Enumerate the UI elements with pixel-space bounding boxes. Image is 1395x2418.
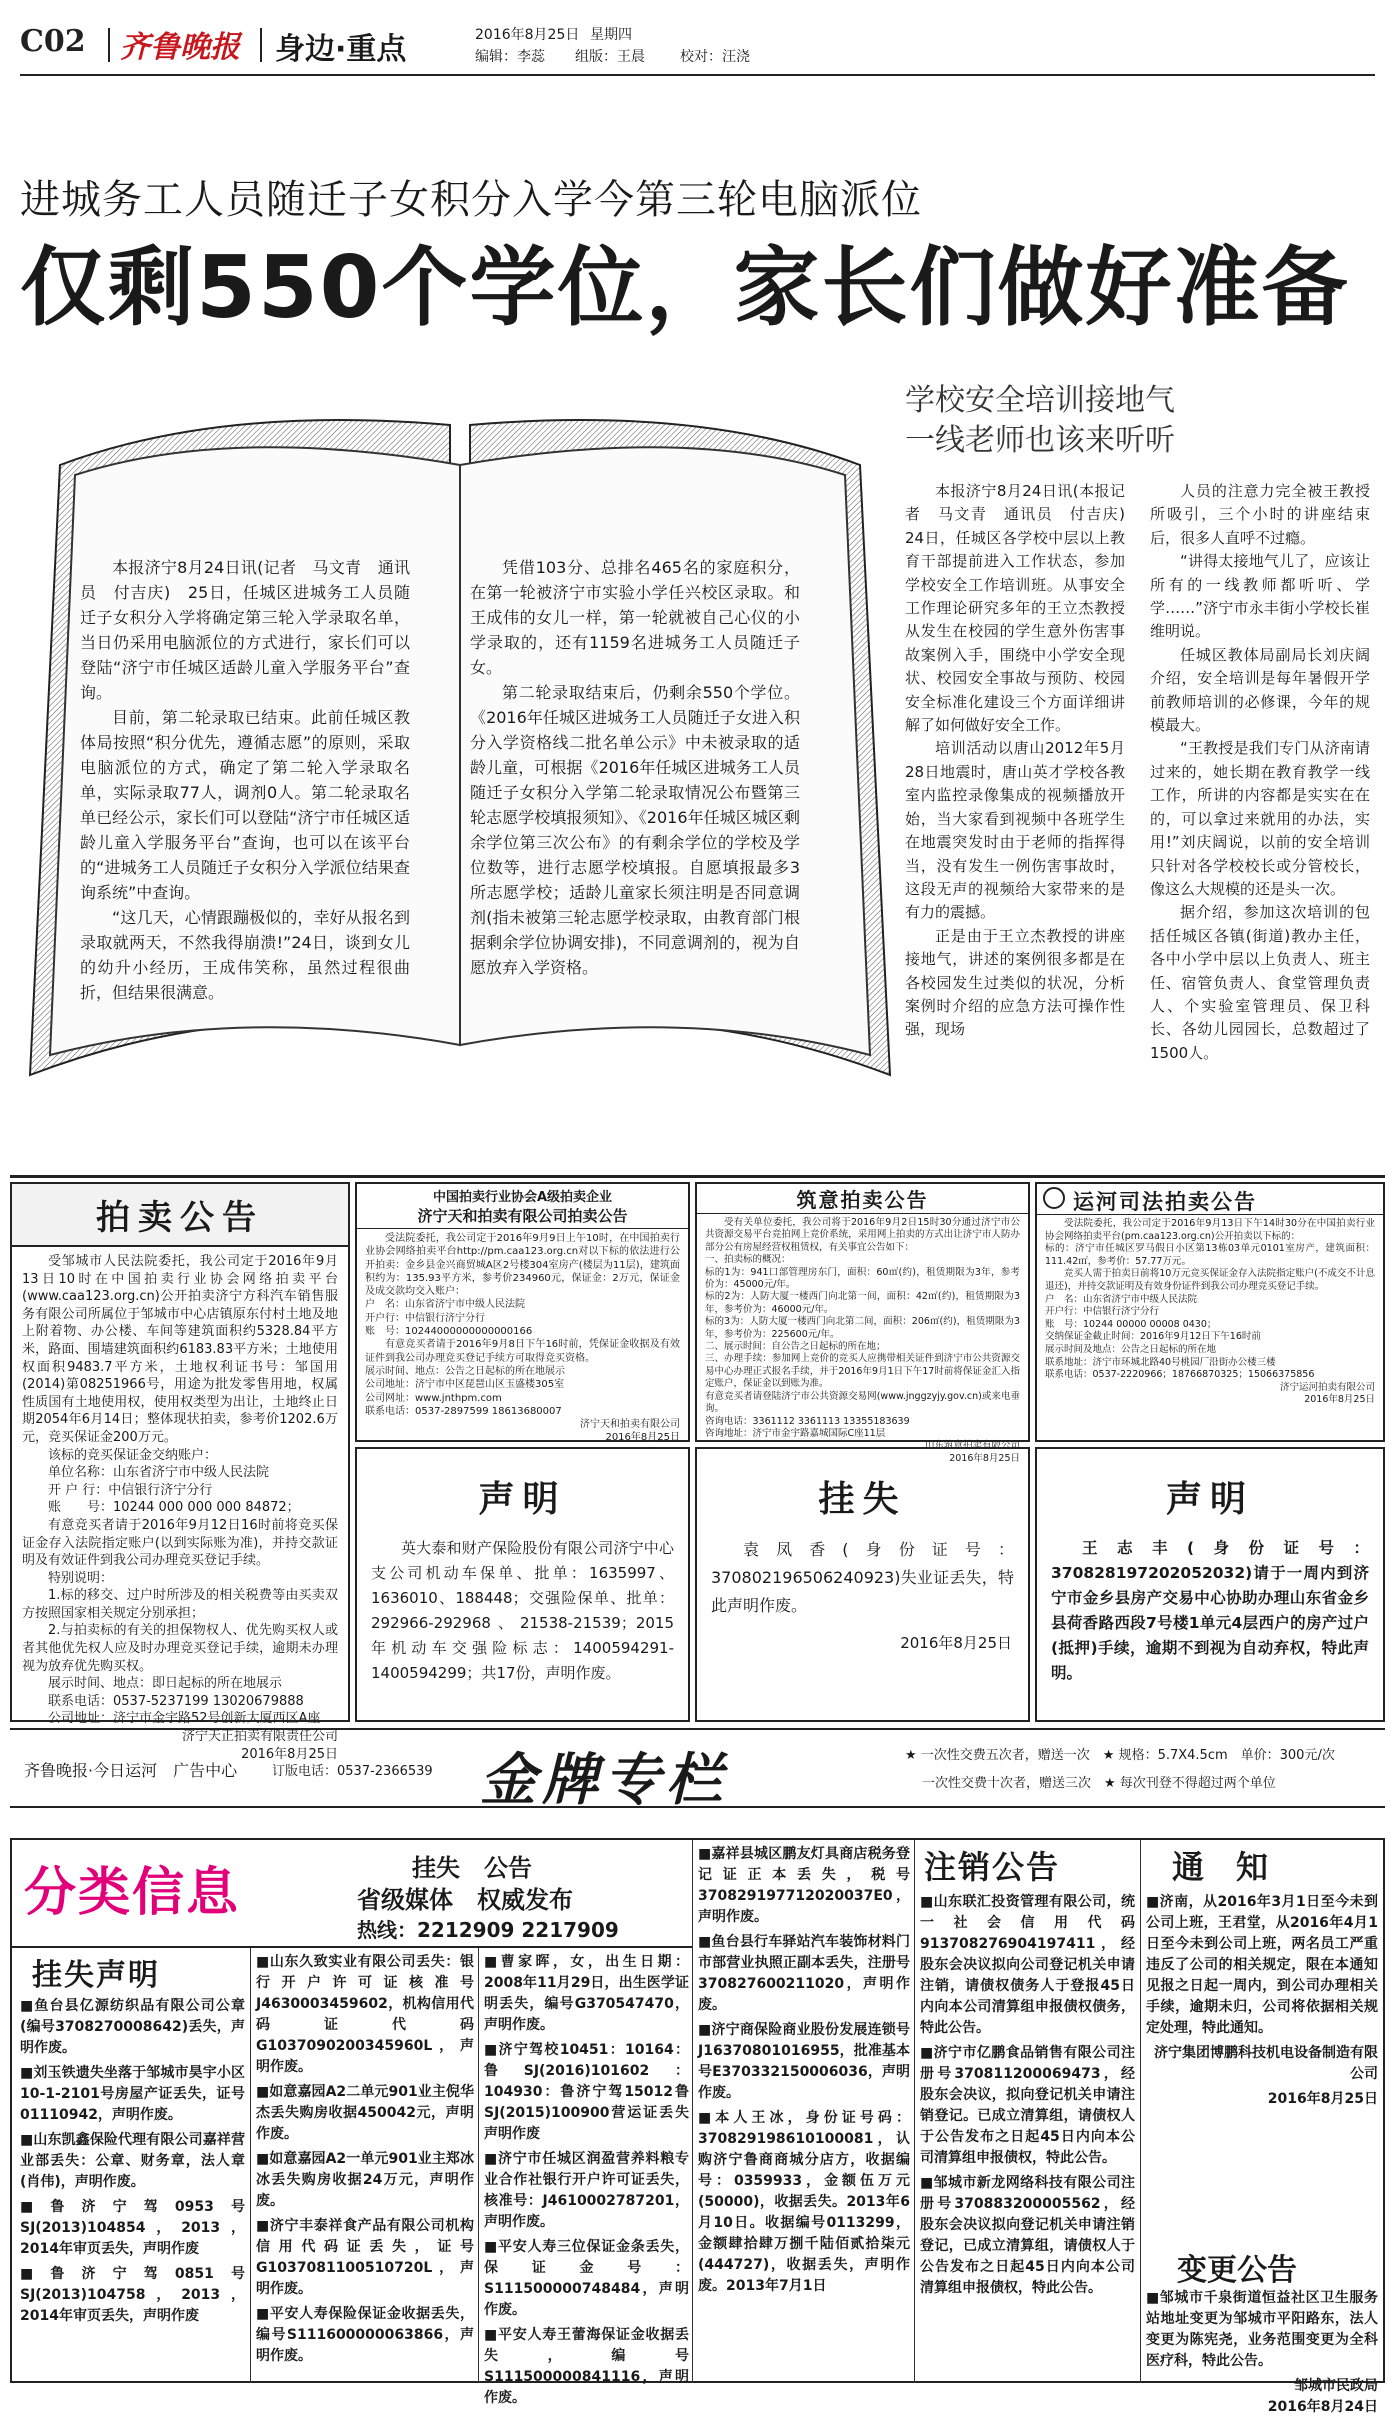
auction-notice-3 — [695, 1182, 1030, 1464]
paragraph: 有意竞买者请登陆济宁市公共资源交易网(www.jnggzyjy.gov.cn)或来电垂询。 — [705, 1390, 1020, 1415]
paragraph: 展示时间、地点：即日起标的所在地展示 — [48, 1676, 283, 1692]
header-date: 2016年8月25日 — [475, 27, 580, 43]
paragraph: 联系电话：0537-5237199 13020679888 — [48, 1693, 304, 1709]
paragraph: 二、展示时间：自公告之日起标的所在地； — [705, 1341, 886, 1353]
classified-col-6 — [1146, 1892, 1378, 2114]
list-item: ■济宁丰泰祥食产品有限公司机构信用代码证丢失，证号G1037081100510720L，声明作废。 — [256, 2218, 474, 2297]
cancel-section-title: 注销公告 — [924, 1848, 1061, 1886]
headline-kicker: 进城务工人员随迁子女积分入学今第三轮电脑派位 — [20, 177, 922, 223]
notice-body: 英大泰和财产保险股份有限公司济宁中心支公司机动车保单、批单：1635997、1636010、188448；交强险保单、批单：292966-292968、21538-21539；2015年机动车交强险标志：1400594291-1400594299；共17份，声明作废。 — [371, 1539, 674, 1682]
column-divider — [914, 1840, 915, 2383]
paragraph: 本报济宁8月24日讯(本报记者 马文青 通讯员 付吉庆) 24日，任城区各学校中层以上教育干部提前进入工作状态，参加学校安全工作培训班。从事安全工作理论研究多年的王立杰教授从发生在校园的学生意外伤害事故案例入手，围绕中小学安全现状、校园安全事故与预防、校园安全标准化建设三个方面详细讲解了如何做好安全工作。 — [905, 482, 1141, 735]
list-item: ■鱼台县亿源纺织品有限公司公章(编号3708270008642)丢失，声明作废。 — [20, 1998, 245, 2056]
auction-body — [1037, 1215, 1383, 1410]
auction-notice-1 — [10, 1182, 350, 1762]
list-item: ■邹城市千泉街道恒益社区卫生服务站地址变更为邹城市平阳路东，法人变更为陈宪尧，业务范围变更为全科医疗科，特此公告。 — [1146, 2290, 1378, 2369]
date: 2016年8月25日 — [949, 1452, 1020, 1464]
classified-hotline: 热线：2212909 2217909 — [357, 1918, 619, 1942]
classified-header-rule — [12, 1946, 692, 1948]
banner-line1: ★ 一次性交费五次者，赠送一次 ★ 规格：5.7X4.5cm 单价：300元/次 — [905, 1748, 1335, 1763]
side-article-title-2: 一线老师也该来听听 — [905, 423, 1175, 458]
date: 2016年8月25日 — [1304, 1394, 1375, 1406]
paragraph: 三、办理手续：参加网上竞价的竞买人应携带相关证件到济宁市公共资源交易中心办理正式报名手续，并于2016年9月1日下午17时前将保证金汇入指定账户，保证金以到账为准。 — [705, 1353, 1020, 1390]
list-item: ■鲁济宁驾0953号SJ(2013)104854，2013，2014年审页丢失，声明作废 — [20, 2199, 245, 2257]
column-divider — [478, 1948, 479, 2383]
auction-title: 筑意拍卖公告 — [697, 1184, 1028, 1214]
classified-col-1 — [20, 1996, 245, 2331]
paragraph: 户 名：山东省济宁市中级人民法院 — [365, 1299, 525, 1311]
paragraph: “这几天，心情跟蹦极似的，幸好从报名到录取就两天，不然我得崩溃!”24日，谈到女儿的幼升小经历，王成伟笑称，虽然过程很曲折，但结果很满意。 — [80, 908, 410, 1002]
paragraph: “讲得太接地气儿了，应该让所有的一线教师都听听、学学……”济宁市永丰街小学校长崔维明说。 — [1150, 552, 1370, 641]
paragraph: 受法院委托，我公司定于2016年9月9日上午10时，在中国拍卖行业协会网络拍卖平台http://pm.caa123.org.cn对以下标的依法进行公开拍卖：金乡县金兴商贸城A区2号楼304室房产(楼层为11层)，建筑面积约为：135.93平方米，参考价234960元，保证金：2万元，保证金及成交款均交入账户： — [365, 1233, 680, 1298]
list-item: ■平安人寿王蕾海保证金收据丢失，编号S111500000841116，声明作废。 — [484, 2327, 689, 2406]
auction-title-top: 中国拍卖行业协会A级拍卖企业 — [432, 1190, 613, 1205]
banner-brand: 金牌专栏 — [480, 1747, 728, 1813]
classified-col-5 — [920, 1892, 1135, 2303]
paragraph: 目前，第二轮录取已结束。此前任城区教体局按照“积分优先，遵循志愿”的原则，采取电脑派位的方式，确定了第二轮入学录取名单，实际录取77人，调剂0人。第二轮录取名单已经公示，家长们可以登陆“济宁市任城区适龄儿童入学服务平台”查询，也可以在该平台的“进城务工人员随迁子女积分入学派位结果查询系统”中查询。 — [80, 708, 410, 902]
paragraph: 凭借103分、总排名465名的家庭积分，在第一轮被济宁市实验小学任兴校区录取。和王成伟的女儿一样，第一轮就被自己心仪的小学录取的，还有1159名进城务工人员随迁子女。 — [470, 558, 800, 677]
lost-notice — [695, 1447, 1030, 1722]
paragraph: 咨询电话：3361112 3361113 13355183639 — [705, 1415, 910, 1427]
classified-section — [10, 1838, 1385, 2415]
paragraph: 开户行：中信银行济宁分行 — [365, 1312, 485, 1324]
notice-body: 袁凤香(身份证号：370802196506240923)失业证丢失，特此声明作废。 — [711, 1540, 1014, 1615]
auction-title: 济宁天和拍卖有限公司拍卖公告 — [357, 1205, 688, 1229]
paragraph: 标的2为：人防大厦一楼西门向北第一间，面积：42㎡(约)，租赁期限为3年，参考价为：46000元/年。 — [705, 1291, 1020, 1315]
paragraph: 单位名称：山东省济宁市中级人民法院 — [48, 1465, 270, 1481]
change-date: 2016年8月24日 — [1267, 2399, 1378, 2415]
change-sign: 邹城市民政局 — [1294, 2378, 1378, 2394]
statement-notice-2 — [1035, 1447, 1385, 1722]
signature: 济宁天和拍卖有限公司 — [580, 1419, 680, 1431]
statement-notice-1 — [355, 1447, 690, 1722]
paragraph: 账 号：10244 00000 00008 0430； — [1045, 1318, 1217, 1330]
paragraph: 竞买人需于拍卖日前将10万元竞买保证金存入法院指定账户(不成交不计息退还)，并持交款证明及有效身份证件到我公司办理竞买登记手续。 — [1045, 1268, 1375, 1292]
auction-body — [697, 1214, 1028, 1468]
signature: 山东筑意拍卖有限公司 — [924, 1440, 1020, 1452]
paragraph: 人员的注意力完全被王教授所吸引，三个小时的讲座结束后，很多人直呼不过瘾。 — [1150, 482, 1370, 547]
classified-logo: 分类信息 — [24, 1863, 241, 1923]
notice-title: 挂失 — [818, 1479, 907, 1520]
paragraph: 受有关单位委托，我公司将于2016年9月2日15时30分通过济宁市公共资源交易平台竞拍网上竞价系统，采用网上拍卖的方式出让济宁市人防办部分公有房屋经营权租赁权，有关事宜公告如下： — [705, 1217, 1020, 1253]
signature: 济宁天正拍卖有限责任公司 — [181, 1729, 338, 1745]
paragraph: 联系电话：0537-2220966；18766870325；15066375856 — [1045, 1369, 1315, 1381]
ads-top-rule — [10, 1175, 1385, 1178]
paragraph: 受邹城市人民法院委托，我公司定于2016年9月13日10时在中国拍卖行业协会网络拍卖平台(www.caa123.org.cn)公开拍卖济宁方科汽车销售服务有限公司所属位于邹城市中心店镇原东付村土地及地上附着物、办公楼、车间等建筑面积约5328.84平方米，路面、围墙建筑面积约6183.83平方米；土地使用权面积9483.7平方米，土地权利证书号：邹国用(2014)第08251966号，用途为批发零售用地，权属性质国有土地使用权，使用权类型为出让，土地终止日期2054年6月14日；整体现状拍卖，参考价1202.6万元，竞买保证金200万元。 — [22, 1254, 338, 1445]
list-item: ■济南，从2016年3月1日至今未到公司上班，王君堂，从2016年4月1日至今未到公司上班，两名员工严重违反了公司的相关规定，限在本通知见报之日起一周内，到公司办理相关手续，逾期未归，公司将依据相关规定处理，特此通知。 — [1146, 1894, 1378, 2036]
paragraph: 展示时间及地点：公告之日起标的所在地 — [1045, 1343, 1217, 1355]
notice-title: 声明 — [478, 1479, 567, 1520]
classified-col-6b — [1146, 2288, 1378, 2418]
paragraph: 交纳保证金截止时间：2016年9月12日下午16时前 — [1045, 1331, 1261, 1343]
auction-body — [12, 1247, 348, 1769]
auction-notice-2 — [355, 1182, 690, 1442]
paragraph: 展示时间、地点：公告之日起标的所在地展示 — [365, 1365, 565, 1377]
paragraph: 一、拍卖标的概况： — [705, 1254, 791, 1266]
paragraph: 有意竞买者请于2016年9月8日下午16时前，凭保证金收据及有效证件到我公司办理竞买登记手续方可取得竞买资格。 — [365, 1339, 680, 1364]
date: 2016年8月25日 — [605, 1432, 680, 1444]
paragraph: 标的3为：人防大厦一楼西门向北第二间，面积：206㎡(约)，租赁期限为3年，参考价为：225600元/年。 — [705, 1316, 1020, 1340]
list-item: ■济宁驾校10451：10164：鲁SJ(2016)101602：104930：鲁济宁驾15012鲁SJ(2015)100900营运证丢失声明作废 — [484, 2042, 689, 2142]
paragraph: 联系地址：济宁市环城北路40号桃园厂沿街办公楼三楼 — [1045, 1356, 1276, 1368]
banner-line2: 一次性交费十次者，赠送三次 ★ 每次刊登不得超过两个单位 — [922, 1776, 1276, 1791]
paragraph: 1.标的移交、过户时所涉及的相关税费等由买卖双方按照国家相关规定分别承担； — [22, 1588, 338, 1621]
paragraph: 账 号：10244 000 000 000 84872； — [48, 1500, 300, 1516]
paragraph: 联系电话：0537-2897599 18613680007 — [365, 1405, 562, 1417]
notice-body: 王志丰(身份证号：370828197202052032)请于一周内到济宁市金乡县房产交易中心协助办理山东省金乡县荷香路西段7号楼1单元4层西户的房产过户(抵押)手续，逾期不到视为自动弃权，特此声明。 — [1051, 1539, 1369, 1682]
list-item: ■邹城市新龙网络科技有限公司注册号370883200005562，经股东会决议拟向登记机关申请注销登记，已成立清算组，请债权人于公告发布之日起45日内向本公司清算组申报债权，特此公告。 — [920, 2175, 1135, 2296]
auction-title-row — [1037, 1184, 1383, 1215]
list-item: ■济宁市亿鹏食品销售有限公司注册号370811200069473，经股东会决议，拟向登记机关申请注销登记。已成立清算组，请债权人于公告发布之日起45日内向本公司清算组申报债权，特此公告。 — [920, 2045, 1135, 2166]
list-item: ■本人王冰，身份证号码：370829198610100081，认购济宁鲁商商城分店方，收据编号：0359933，金额伍万元(50000)，收据丢失。2013年6月10日。收据编号0113299，金额肆拾肆万捌千陆佰贰拾柒元(444727)，收据丢失，声明作废。2013年7月1日 — [698, 2110, 910, 2294]
paper-logo: 齐鲁晚报 — [120, 30, 240, 65]
paragraph: 本报济宁8月24日讯(记者 马文青 通讯员 付吉庆) 25日，任城区进城务工人员随迁子女积分入学将确定第三轮入学录取名单，当日仍采用电脑派位的方式进行，家长们可以登陆“济宁市任城区适龄儿童入学服务平台”查询。 — [80, 558, 410, 702]
paragraph: 开 户 行：中信银行济宁分行 — [48, 1482, 213, 1498]
paragraph: 正是由于王立杰教授的讲座接地气，讲述的案例很多都是在各校园发生过类似的状况，分析案例时介绍的应急方法可操作性强，现场 — [905, 926, 1125, 1039]
gold-column-banner — [10, 1728, 1385, 1813]
header-editor: 编辑：李蕊 — [475, 49, 545, 65]
paragraph: 标的1为：941口部管理房东门，面积：60㎡(约)，租赁期限为3年，参考价为：45000元/年。 — [705, 1266, 1020, 1291]
paragraph: 受法院委托，我公司定于2016年9月13日下午14时30分在中国拍卖行业协会网络拍卖平台(pm.caa123.org.cn)公开拍卖以下标的： — [1045, 1218, 1375, 1242]
side-article-col2 — [1150, 480, 1370, 1065]
classified-col-3 — [484, 1952, 689, 2413]
paragraph: 有意竞买者请于2016年9月12日16时前将竞买保证金存入法院指定账户(以到实际账为准)，并持交款证明及有效证件到我公司办理竞买登记手续。 — [22, 1517, 338, 1569]
list-item: ■山东久致实业有限公司丢失：银行开户许可证核准号J4630003459602，机构信用代码证代码G1037090200345960L，声明作废。 — [256, 1954, 474, 2075]
classified-col-4 — [698, 1844, 910, 2301]
main-article-col1 — [80, 555, 410, 1005]
main-article-col2 — [470, 555, 800, 980]
list-item: ■济宁市任城区润盈营养料粮专业合作社银行开户许可证丢失，核准号：J4610002787201，声明作废。 — [484, 2151, 689, 2230]
column-divider — [692, 1840, 693, 2383]
paragraph: 特别说明： — [48, 1570, 114, 1586]
header-divider-2 — [260, 28, 262, 62]
header-weekday: 星期四 — [590, 27, 632, 43]
list-item: ■鱼台县行车驿站汽车装饰材料门市部营业执照正副本丢失，注册号370827600211020，声明作废。 — [698, 1934, 910, 2013]
paragraph: 标的：济宁市任城区罗马假日小区第13栋03单元0101室房产，建筑面积：111.42㎡，参考价：57.77万元。 — [1045, 1243, 1375, 1267]
paragraph: 培训活动以唐山2012年5月28日地震时，唐山英才学校各教室内监控录像集成的视频播放开始，当大家看到视频中各班学生在地震突发时由于老师的指挥得当，没有发生一例伤害事故时，这段无声的视频给大家带来的是有力的震撼。 — [905, 739, 1125, 922]
notice-date: 2016年8月25日 — [1267, 2091, 1378, 2107]
paragraph: 该标的竞买保证金交纳账户： — [48, 1447, 218, 1463]
auction-title: 拍卖公告 — [12, 1184, 348, 1247]
column-divider — [1140, 1840, 1141, 2383]
auction-body — [357, 1229, 688, 1448]
header-proof: 校对：汪浇 — [680, 49, 750, 65]
notice-date: 2016年8月25日 — [900, 1634, 1012, 1652]
paragraph: 咨询地址：济宁市金宇路嘉城国际C座11层 — [705, 1427, 886, 1439]
list-item: ■山东凯鑫保险代理有限公司嘉祥营业部丢失：公章、财务章，法人章(肖伟)，声明作废。 — [20, 2132, 245, 2190]
list-item: ■平安人寿三位保证金条丢失，保证金号：S111500000748484，声明作废。 — [484, 2239, 689, 2318]
paragraph: 公司网址：www.jnthpm.com — [365, 1392, 502, 1404]
page-header — [20, 22, 1375, 72]
change-section-title: 变更公告 — [1177, 2253, 1297, 2288]
list-item: ■鲁济宁驾0851号SJ(2013)104758，2013，2014年审页丢失，声明作废 — [20, 2266, 245, 2324]
list-item: ■平安人寿保险保证金收据丢失，编号S111600000063866，声明作废。 — [256, 2306, 474, 2364]
side-article-col1 — [905, 480, 1141, 1042]
column-divider — [250, 1948, 251, 2383]
list-item: ■如意嘉园A2一单元901业主郑冰冰丢失购房收据24万元，声明作废。 — [256, 2151, 474, 2209]
banner-left-text: 齐鲁晚报·今日运河 广告中心 — [24, 1761, 238, 1780]
lost-section-title: 挂失声明 — [32, 1958, 160, 1993]
list-item: ■嘉祥县城区鹏友灯具商店税务登记证正本丢失，税号370829197712020037E0，声明作废。 — [698, 1846, 910, 1925]
paragraph: 户 名：山东省济宁市中级人民法院 — [1045, 1293, 1198, 1305]
classified-col-2 — [256, 1952, 474, 2371]
paragraph: 2.与拍卖标的有关的担保物权人、优先购买权人或者其他优先权人应及时办理竞买登记手续，逾期未办理视为放弃优先购买权。 — [22, 1623, 338, 1674]
paragraph: 开户行：中信银行济宁分行 — [1045, 1306, 1160, 1318]
list-item: ■如意嘉园A2二单元901业主倪华杰丢失购房收据450042元，声明作废。 — [256, 2084, 474, 2142]
header-divider-1 — [108, 28, 110, 62]
notice-sign: 济宁集团博鹏科技机电设备制造有限公司 — [1154, 2045, 1378, 2082]
header-rule — [20, 74, 1375, 76]
page-number: C02 — [20, 24, 86, 59]
side-article-title-1: 学校安全培训接地气 — [905, 383, 1175, 418]
list-item: ■刘玉铁遗失坐落于邹城市昊宇小区10-1-2101号房屋产证丢失，证号01110942，声明作废。 — [20, 2065, 245, 2123]
paragraph: 账 号：10244000000000000166 — [365, 1326, 533, 1338]
paragraph: 公司地址：济宁市中区琵琶山区玉盛楼305室 — [365, 1379, 565, 1391]
classified-mid-title: 挂失 公告 — [412, 1854, 532, 1882]
paragraph: 第二轮录取结束后，仍剩余550个学位。《2016年任城区进城务工人员随迁子女进入积分入学资格线二批名单公示》中未被录取的适龄儿童，可根据《2016年任城区进城务工人员随迁子女积分入学第二轮录取情况公布暨第三轮志愿学校填报须知》、《2016年任城区城区剩余学位第三次公布》的有剩余学位的学校及学位数等，进行志愿学校填报。自愿填报最多3所志愿学校；适龄儿童家长须注明是否同意调剂(指未被第三轮志愿学校录取，由教育部门根据剩余学位协调安排)，不同意调剂的，视为自愿放弃入学资格。 — [470, 683, 800, 977]
section-name: 身边·重点 — [275, 32, 407, 67]
list-item: ■山东联汇投资管理有限公司，统一社会信用代码913708276904197411，经股东会决议拟向公司登记机关申请注销，请债权债务人于登报45日内向本公司清算组申报债权债务，特此公告。 — [920, 1894, 1135, 2036]
court-seal-icon — [1043, 1187, 1065, 1209]
list-item: ■济宁商保险商业股份发展连锁号J16370801016955，批准基本号E370332150006036，声明作废。 — [698, 2022, 910, 2101]
list-item: ■曹家晖，女，出生日期：2008年11月29日，出生医学证明丢失，编号G370547470，声明作废。 — [484, 1954, 689, 2033]
header-layout: 组版：王晨 — [575, 49, 645, 65]
paragraph: 任城区教体局副局长刘庆阔介绍，安全培训是每年暑假开学前教师培训的必修课，今年的规模最大。 — [1150, 645, 1370, 735]
paragraph: 公司地址：济宁市金宇路52号创新大厦西区A座 — [48, 1711, 321, 1727]
auction-title: 运河司法拍卖公告 — [1073, 1190, 1257, 1214]
signature: 济宁运河拍卖有限公司 — [1279, 1381, 1375, 1393]
paragraph: “王教授是我们专门从济南请过来的，她长期在教育教学一线工作，所讲的内容都是实实在在的，可以拿过来就用的办法，实用!”刘庆阔说，以前的安全培训只针对各学校校长或分管校长，像这么大规模的还是头一次。 — [1150, 739, 1370, 898]
notice-title: 声明 — [1165, 1479, 1254, 1520]
classified-slogan: 省级媒体 权威发布 — [357, 1886, 573, 1914]
date: 2016年8月25日 — [241, 1746, 338, 1762]
notice-section-title: 通 知 — [1172, 1848, 1269, 1886]
auction-notice-4 — [1035, 1182, 1385, 1442]
paragraph: 据介绍，参加这次培训的包括任城区各镇(街道)教办主任，各中小学中层以上负责人、班主任、宿管负责人、食堂管理负责人、个实验室管理员、保卫科长、各幼儿园园长，总数超过了1500人。 — [1150, 903, 1370, 1062]
banner-phone: 订版电话：0537-2366539 — [272, 1764, 433, 1779]
headline-title: 仅剩550个学位，家长们做好准备 — [20, 238, 1350, 338]
